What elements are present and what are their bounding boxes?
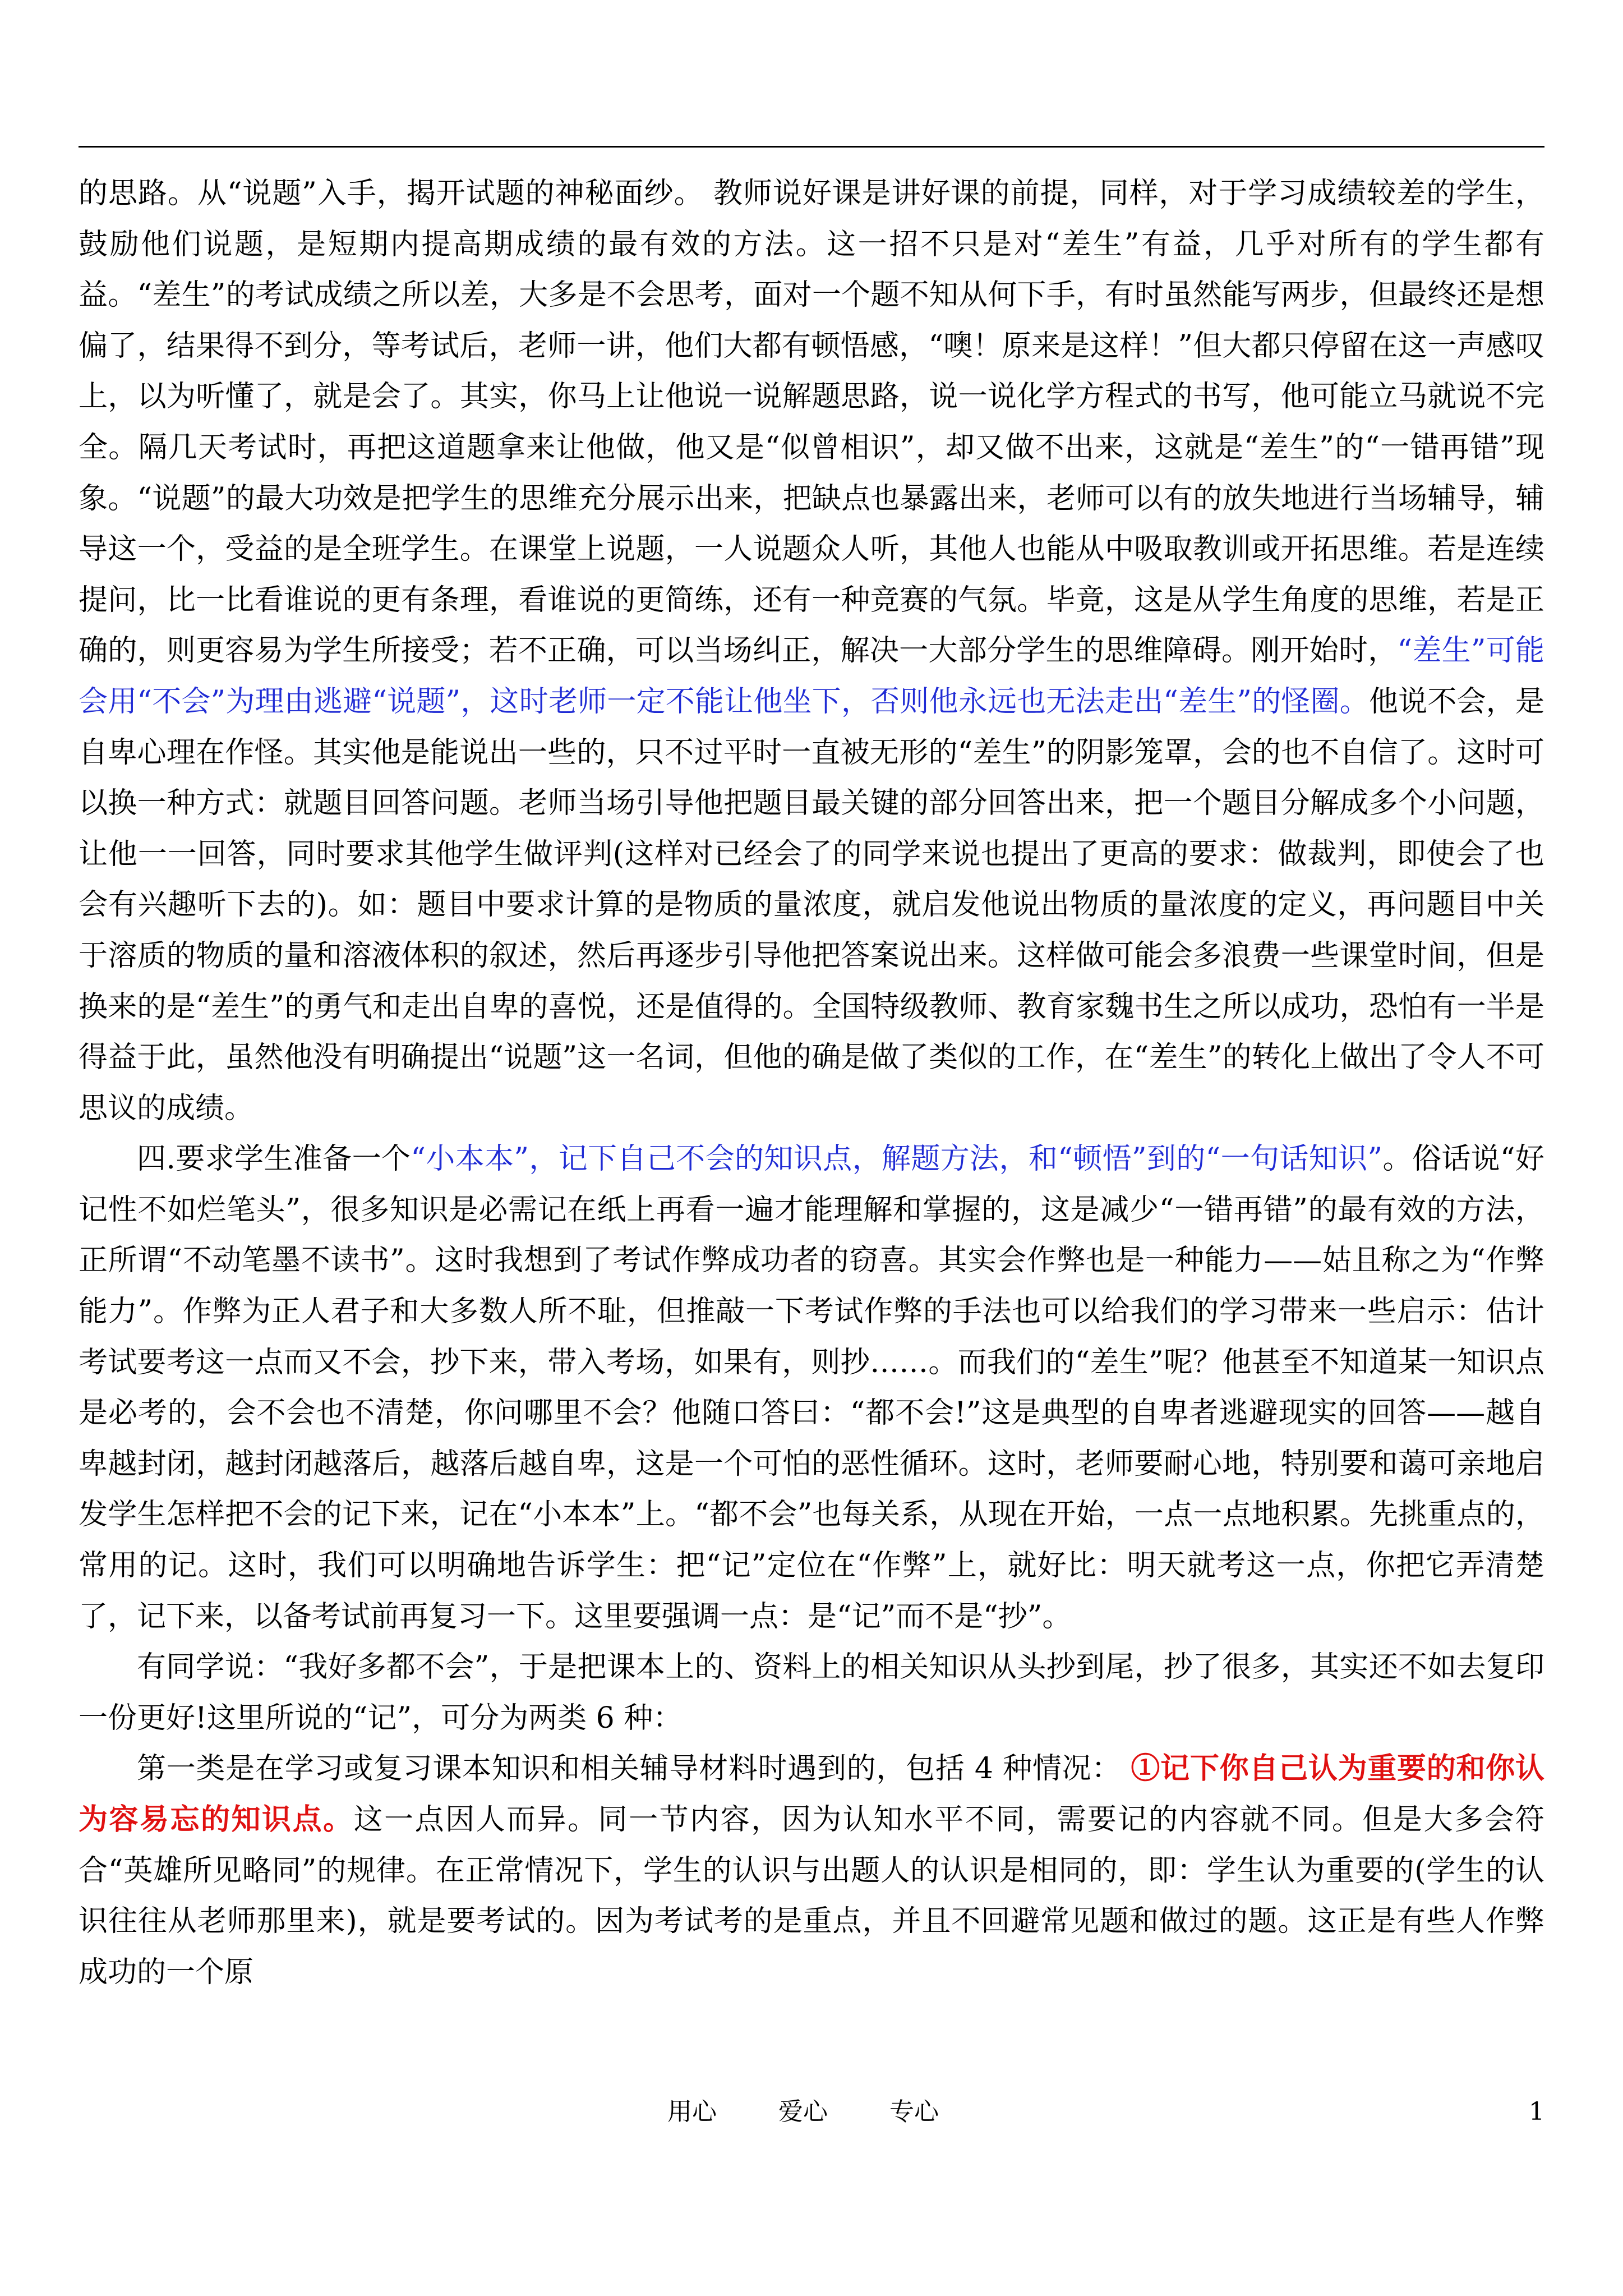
- page-footer: [0, 2090, 1623, 2134]
- paragraph: [79, 168, 1544, 1134]
- footer-item-2: 爱心: [778, 2097, 828, 2126]
- document-body: [79, 168, 1544, 1998]
- page-number: 1: [1529, 2097, 1544, 2126]
- paragraph: [79, 1743, 1544, 1998]
- footer-item-1: 用心: [667, 2097, 717, 2126]
- highlighted-text: ①记下你自己认为重要的和你认为容易忘的知识点。: [79, 1751, 1544, 1837]
- text-segment: 第一类是在学习或复习课本知识和相关辅导材料时遇到的，包括 4 种情况：: [137, 1752, 1131, 1786]
- text-segment: 这一点因人而异。同一节内容，因为认知水平不同，需要记的内容就不同。但是大多会符合“英雄所见略同”的规律。在正常情况下，学生的认识与出题人的认识是相同的，即：学生认为重要的(学生的认识往往从老师那里来)，就是要考试的。因为考试考的是重点，并且不回避常见题和做过的题。这正是有些人作弊成功的一个原: [79, 1803, 1544, 1989]
- text-segment: 。俗话说“好记性不如烂笔头”，很多知识是必需记在纸上再看一遍才能理解和掌握的，这是减少“一错再错”的最有效的方法，正所谓“不动笔墨不读书”。这时我想到了考试作弊成功者的窃喜。其实会作弊也是一种能力——姑且称之为“作弊能力”。作弊为正人君子和大多数人所不耻，但推敲一下考试作弊的手法也可以给我们的学习带来一些启示：估计考试要考这一点而又不会，抄下来，带入考场，如果有，则抄……。而我们的“差生”呢？他甚至不知道某一知识点是必考的，会不会也不清楚，你问哪里不会？他随口答曰：“都不会!”这是典型的自卑者逃避现实的回答——越自卑越封闭，越封闭越落后，越落后越自卑，这是一个可怕的恶性循环。这时，老师要耐心地，特别要和蔼可亲地启发学生怎样把不会的记下来，记在“小本本”上。“都不会”也每关系，从现在开始，一点一点地积累。先挑重点的，常用的记。这时，我们可以明确地告诉学生：把“记”定位在“作弊”上，就好比：明天就考这一点，你把它弄清楚了，记下来，以备考试前再复习一下。这里要强调一点：是“记”而不是“抄”。: [79, 1142, 1544, 1634]
- text-segment: 四.要求学生准备一个: [137, 1142, 411, 1176]
- footer-item-3: 专心: [889, 2097, 939, 2126]
- text-segment: 他说不会，是自卑心理在作怪。其实他是能说出一些的，只不过平时一直被无形的“差生”的阴影笼罩，会的也不自信了。这时可以换一种方式：就题目回答问题。老师当场引导他把题目最关键的部分回答出来，把一个题目分解成多个小问题，让他一一回答，同时要求其他学生做评判(这样对已经会了的同学来说也提出了更高的要求：做裁判，即使会了也会有兴趣听下去的)。如：题目中要求计算的是物质的量浓度，就启发他说出物质的量浓度的定义，再问题目中关于溶质的物质的量和溶液体积的叙述，然后再逐步引导他把答案说出来。这样做可能会多浪费一些课堂时间，但是换来的是“差生”的勇气和走出自卑的喜悦，还是值得的。全国特级教师、教育家魏书生之所以成功，恐怕有一半是得益于此，虽然他没有明确提出“说题”这一名词，但他的确是做了类似的工作，在“差生”的转化上做出了令人不可思议的成绩。: [79, 684, 1544, 1125]
- paragraph: [79, 1134, 1544, 1642]
- text-segment: 的思路。从“说题”入手，揭开试题的神秘面纱。 教师说好课是讲好课的前提，同样，对于学习成绩较差的学生，鼓励他们说题，是短期内提高期成绩的最有效的方法。这一招不只是对“差生”有益，几乎对所有的学生都有益。“差生”的考试成绩之所以差，大多是不会思考，面对一个题不知从何下手，有时虽然能写两步，但最终还是想偏了，结果得不到分，等考试后，老师一讲，他们大都有顿悟感，“噢！原来是这样！”但大都只停留在这一声感叹上，以为听懂了，就是会了。其实，你马上让他说一说解题思路，说一说化学方程式的书写，他可能立马就说不完全。隔几天考试时，再把这道题拿来让他做，他又是“似曾相识”，却又做不出来，这就是“差生”的“一错再错”现象。“说题”的最大功效是把学生的思维充分展示出来，把缺点也暴露出来，老师可以有的放失地进行当场辅导，辅导这一个，受益的是全班学生。在课堂上说题，一人说题众人听，其他人也能从中吸取教训或开拓思维。若是连续提问，比一比看谁说的更有条理，看谁说的更简练，还有一种竞赛的气氛。毕竟，这是从学生角度的思维，若是正确的，则更容易为学生所接受；若不正确，可以当场纠正，解决一大部分学生的思维障碍。刚开始时，: [79, 177, 1544, 668]
- paragraph: [79, 1642, 1544, 1743]
- footer-motto: [667, 2090, 939, 2134]
- text-segment: 有同学说：“我好多都不会”，于是把课本上的、资料上的相关知识从头抄到尾，抄了很多，其实还不如去复印一份更好!这里所说的“记”，可分为两类 6 种：: [79, 1650, 1544, 1735]
- highlighted-text: “差生”可能会用“不会”为理由逃避“说题”，这时老师一定不能让他坐下，否则他永远也无法走出“差生”的怪圈。: [79, 634, 1544, 719]
- header-rule: [79, 146, 1544, 148]
- highlighted-text: “小本本”，记下自己不会的知识点，解题方法，和“顿悟”到的“一句话知识”: [411, 1142, 1383, 1176]
